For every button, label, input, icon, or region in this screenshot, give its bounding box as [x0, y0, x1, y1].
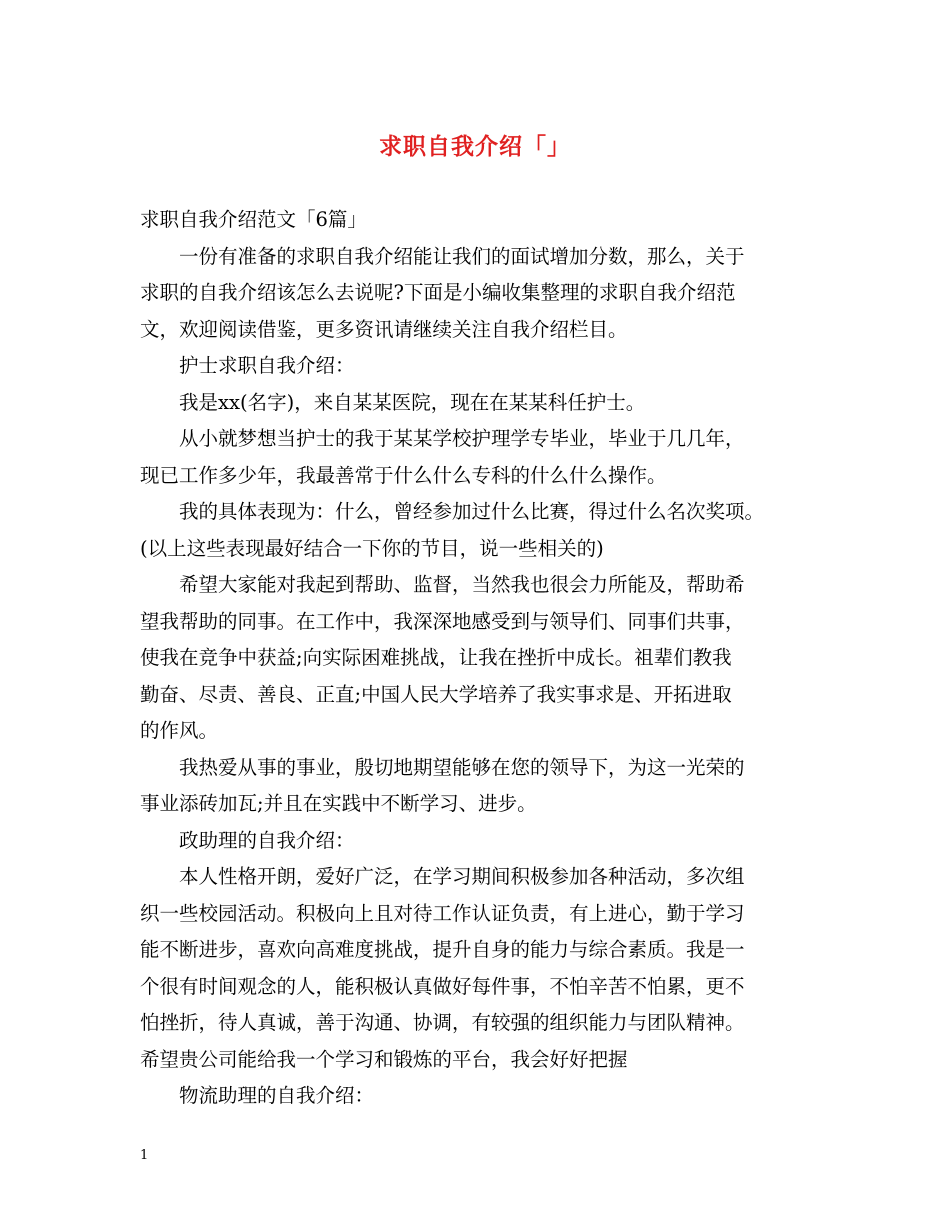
text-line: 现已工作多少年，我最善常于什么什么专科的什么什么操作。	[140, 463, 667, 487]
text-line: 能不断进步，喜欢向高难度挑战，提升自身的能力与综合素质。我是一	[140, 938, 745, 961]
text-line: 我的具体表现为：什么，曾经参加过什么比赛，得过什么名次奖项。	[179, 500, 765, 523]
text-line: 的作风。	[140, 719, 219, 742]
text-line: 从小就梦想当护士的我于某某学校护理学专毕业，毕业于几几年，	[179, 427, 745, 450]
text-line: 我热爱从事的事业，殷切地期望能够在您的领导下，为这一光荣的	[179, 755, 745, 779]
text-line: 希望贵公司能给我一个学习和锻炼的平台，我会好好把握	[140, 1047, 628, 1071]
section-heading-admin-assistant: 政助理的自我介绍：	[179, 828, 355, 852]
section-heading-nurse: 护士求职自我介绍：	[179, 354, 355, 377]
text-line: 我是xx(名字)，来自某某医院，现在在某某科任护士。	[179, 390, 646, 414]
text-line: 望我帮助的同事。在工作中，我深深地感受到与领导们、同事们共事，	[140, 609, 745, 633]
section-heading-logistics-assistant: 物流助理的自我介绍：	[179, 1084, 375, 1107]
text-line: 个很有时间观念的人，能积极认真做好每件事，不怕辛苦不怕累，更不	[140, 974, 745, 998]
text-line: 使我在竞争中获益;向实际困难挑战，让我在挫折中成长。祖辈们教我	[140, 646, 732, 669]
text-line: 织一些校园活动。积极向上且对待工作认证负责，有上进心，勤于学习	[140, 901, 745, 925]
page-number: 1	[140, 1148, 149, 1163]
text-line: 文，欢迎阅读借鉴，更多资讯请继续关注自我介绍栏目。	[140, 317, 628, 341]
document-body	[140, 202, 830, 1115]
text-line: 勤奋、尽责、善良、正直;中国人民大学培养了我实事求是、开拓进取	[140, 682, 732, 706]
text-line: 本人性格开朗，爱好广泛，在学习期间积极参加各种活动，多次组	[179, 865, 745, 888]
text-line: 求职自我介绍范文「6篇」	[140, 208, 367, 231]
text-line: 求职的自我介绍该怎么去说呢?下面是小编收集整理的求职自我介绍范	[140, 281, 736, 304]
text-line: 怕挫折，待人真诚，善于沟通、协调，有较强的组织能力与团队精神。	[140, 1011, 745, 1034]
text-line: (以上这些表现最好结合一下你的节目，说一些相关的)	[140, 536, 604, 560]
text-line: 事业添砖加瓦;并且在实践中不断学习、进步。	[140, 792, 537, 815]
text-line: 一份有准备的求职自我介绍能让我们的面试增加分数，那么，关于	[179, 244, 745, 268]
document-title: 求职自我介绍「」	[379, 133, 571, 160]
text-line: 希望大家能对我起到帮助、监督，当然我也很会力所能及，帮助希	[179, 573, 745, 596]
